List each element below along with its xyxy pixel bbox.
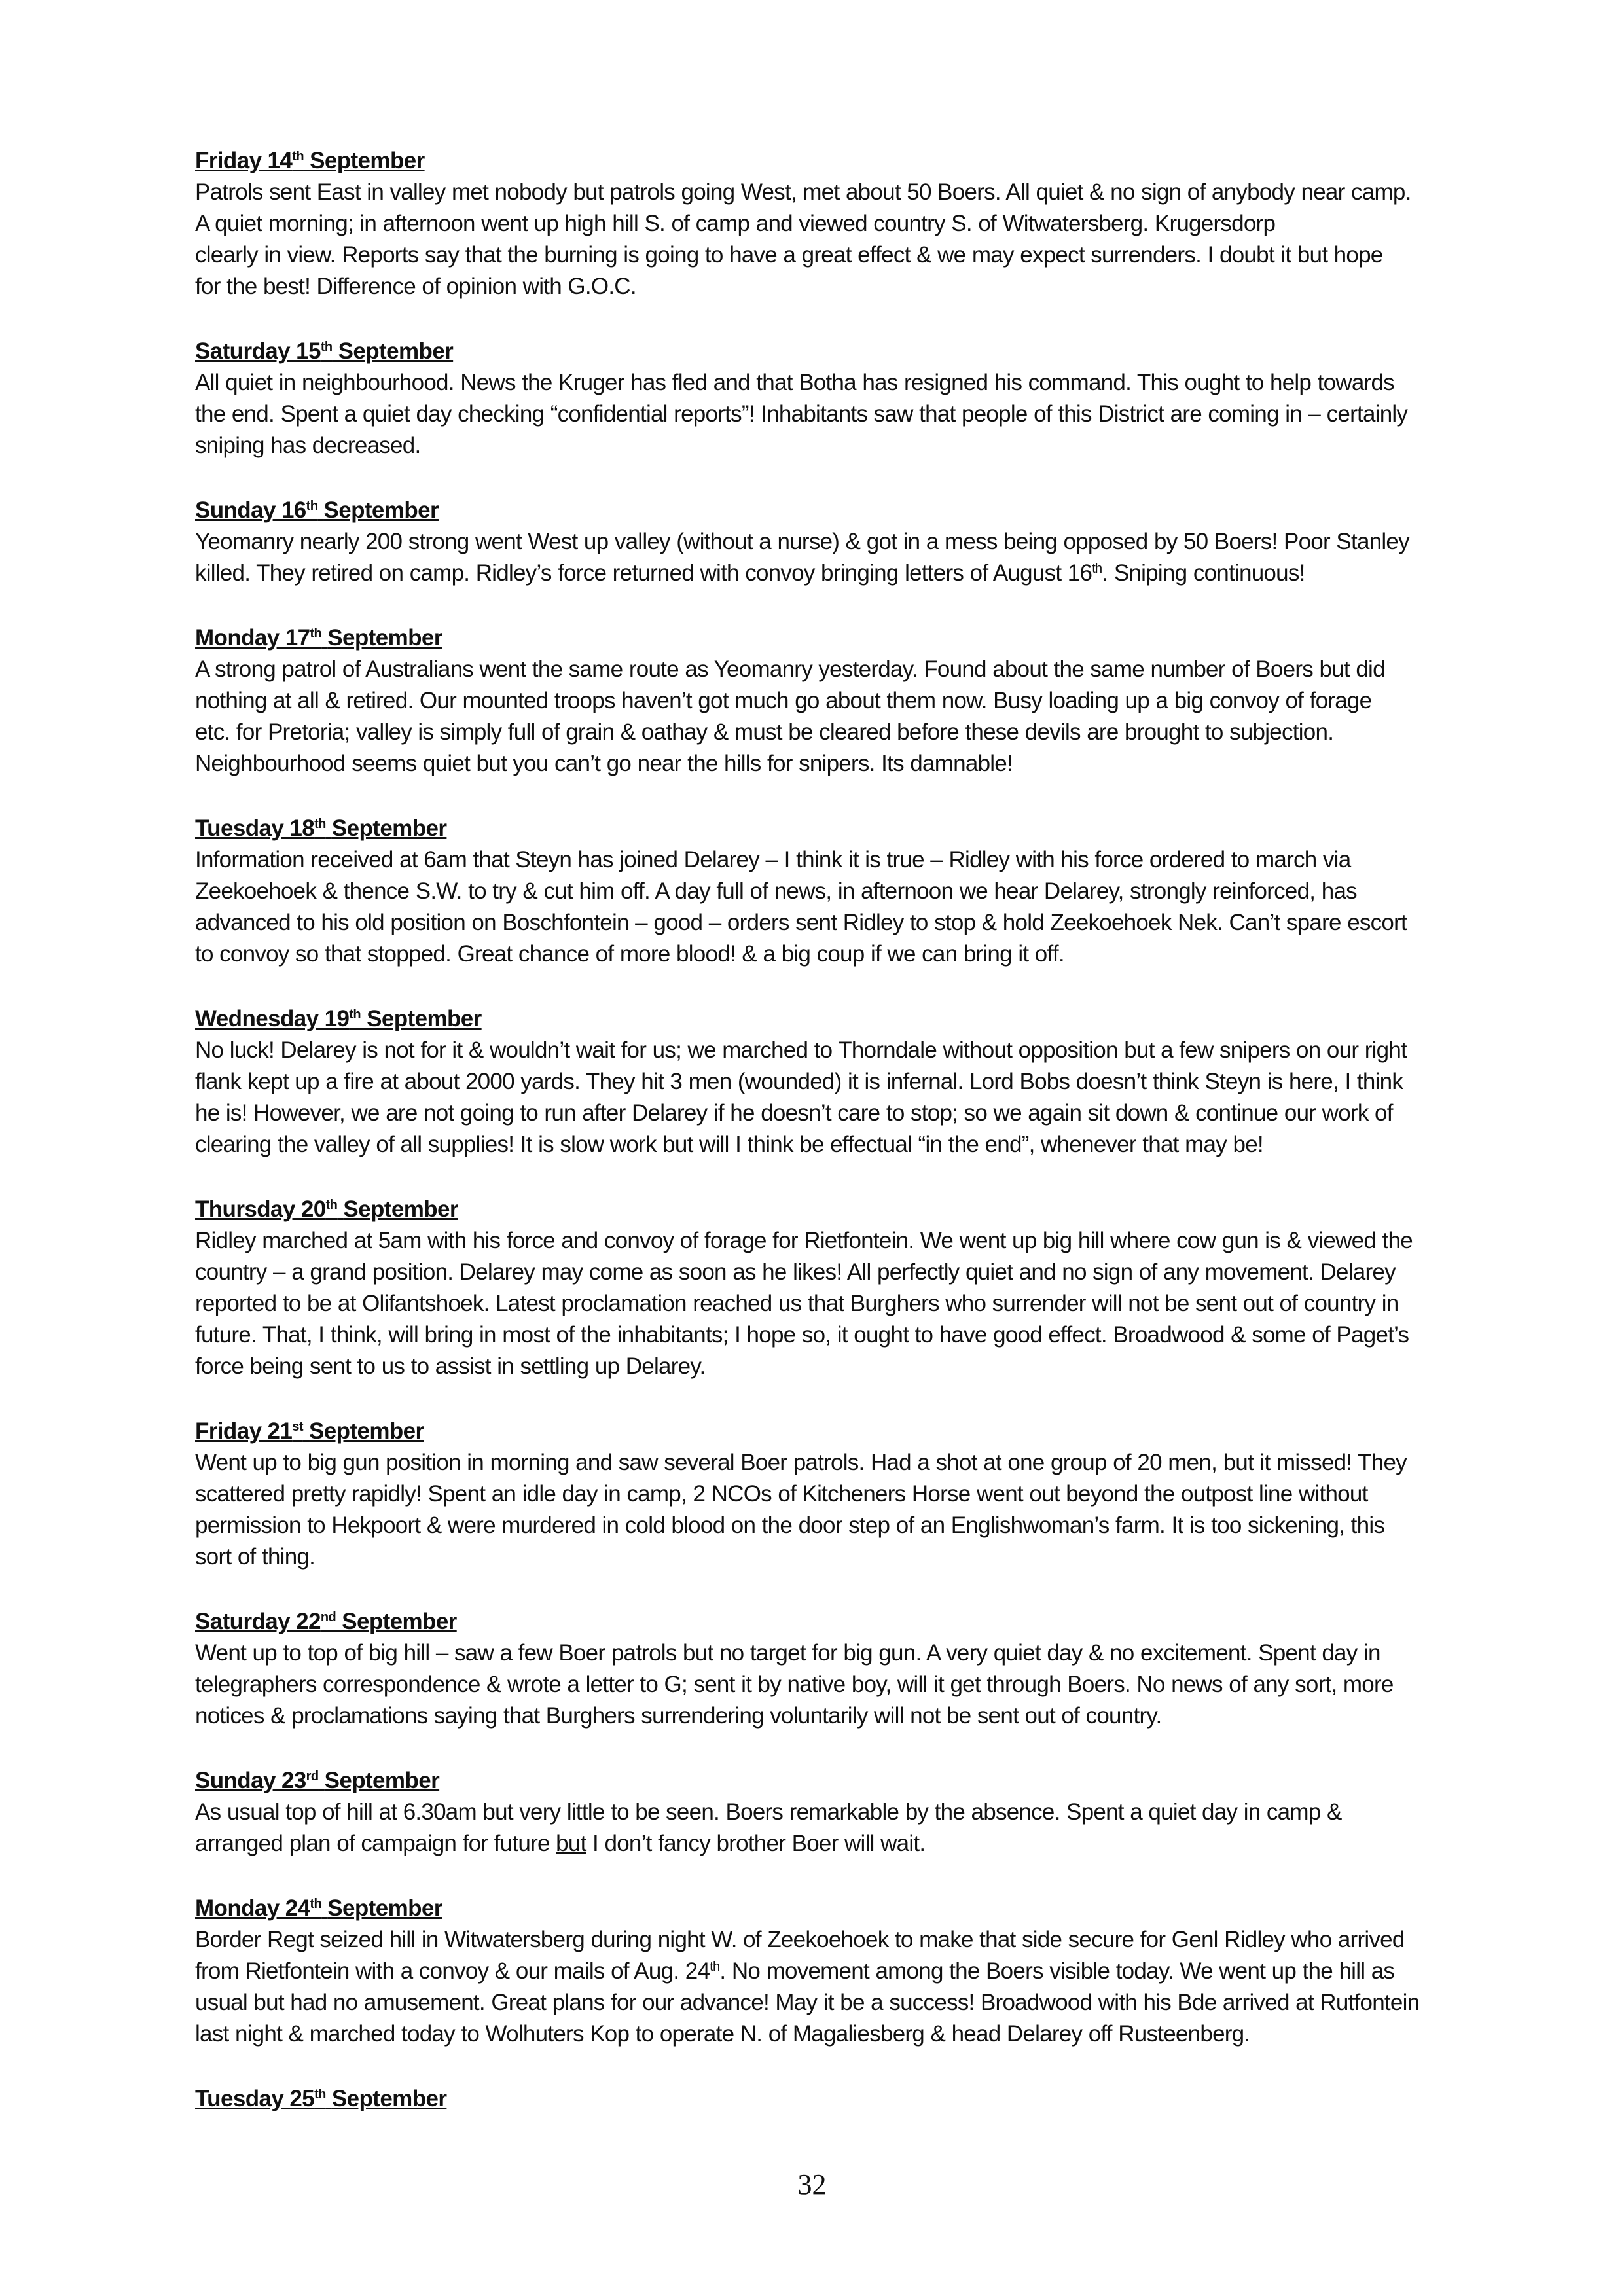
entry-heading: Monday 24th September (195, 1895, 442, 1921)
page-number: 32 (797, 2168, 827, 2200)
entry-text: No luck! Delarey is not for it & wouldn’t wait for us; we marched to Thorndale without opposition but a few snipers on our right flank kept up a fire at about 2000 yards. They hit 3 men (wounded) it is infernal. Lord Bobs doesn’t think Steyn is here, I think he is! However, we are not going to run after Delarey if he doesn’t care to stop; so we again sit down & continue our work of clearing the valley of all supplies! It is slow work but will I think be effectual “in the end”, whenever that may be! (195, 1037, 1407, 1157)
diary-page (195, 145, 1441, 2148)
entry-heading: Monday 17th September (195, 625, 442, 651)
diary-entry (195, 1194, 1441, 1382)
entry-text: Went up to big gun position in morning and saw several Boer patrols. Had a shot at one group of 20 men, but it missed! They scattered pretty rapidly! Spent an idle day in camp, 2 NCOs of Kitcheners Horse went out beyond the outpost line without permission to Hekpoort & were murdered in cold blood on the door step of an Englishwoman’s farm. It is too sickening, this sort of thing. (195, 1450, 1407, 1570)
entry-text: Went up to top of big hill – saw a few Boer patrols but no target for big gun. A very quiet day & no excitement. Spent day in telegraphers correspondence & wrote a letter to G; sent it by native boy, will it get through Boers. No news of any sort, more notices & proclamations saying that Burghers surrendering voluntarily will not be sent out of country. (195, 1640, 1394, 1729)
entry-text: Ridley marched at 5am with his force and convoy of forage for Rietfontein. We went up big hill where cow gun is & viewed the country – a grand position. Delarey may come as soon as he likes! All perfectly quiet and no sign of any movement. Delarey reported to be at Olifantshoek. Latest proclamation reached us that Burghers who surrender will not be sent out of country in future. That, I think, will bring in most of the inhabitants; I hope so, it ought to have good effect. Broadwood & some of Paget’s force being sent to us to assist in settling up Delarey. (195, 1228, 1413, 1379)
entry-heading: Tuesday 18th September (195, 816, 447, 841)
entry-text: As usual top of hill at 6.30am but very little to be seen. Boers remarkable by the absence. Spent a quiet day in camp & arranged plan of campaign for future but I don’t fancy brother Boer will wait. (195, 1799, 1342, 1856)
entry-heading: Wednesday 19th September (195, 1006, 482, 1031)
diary-entry (195, 1003, 1441, 1160)
entry-heading: Friday 14th September (195, 148, 425, 173)
entry-heading: Saturday 15th September (195, 338, 454, 364)
entry-text: Yeomanry nearly 200 strong went West up valley (without a nurse) & got in a mess being opposed by 50 Boers! Poor Stanley killed. They retired on camp. Ridley’s force returned with convoy bringing letters of August 16th. Sniping continuous! (195, 529, 1409, 586)
entry-text: Information received at 6am that Steyn has joined Delarey – I think it is true – Ridley with his force ordered to march via Zeekoehoek & thence S.W. to try & cut him off. A day full of news, in afternoon we hear Delarey, strongly reinforced, has advanced to his old position on Boschfontein – good – orders sent Ridley to stop & hold Zeekoehoek Nek. Can’t spare escort to convoy so that stopped. Great chance of more blood! & a big coup if we can bring it off. (195, 847, 1407, 967)
diary-entry (195, 145, 1441, 302)
entry-text: All quiet in neighbourhood. News the Kruger has fled and that Botha has resigned his command. This ought to help towards the end. Spent a quiet day checking “confidential reports”! Inhabitants saw that people of this District are coming in – certainly sniping has decreased. (195, 370, 1408, 458)
entry-heading: Tuesday 25th September (195, 2086, 447, 2111)
entry-heading: Sunday 16th September (195, 497, 439, 523)
entry-text: A strong patrol of Australians went the same route as Yeomanry yesterday. Found about the same number of Boers but did nothing at all & retired. Our mounted troops haven’t got much go about them now. Busy loading up a big convoy of forage etc. for Pretoria; valley is simply full of grain & oathay & must be cleared before these devils are brought to subjection. Neighbourhood seems quiet but you can’t go near the hills for snipers. Its damnable! (195, 656, 1385, 776)
diary-entry (195, 622, 1441, 780)
diary-entry (195, 495, 1441, 589)
entry-heading: Friday 21st September (195, 1418, 424, 1444)
entry-heading: Sunday 23rd September (195, 1768, 440, 1793)
diary-entry (195, 1893, 1441, 2050)
entry-heading: Thursday 20th September (195, 1196, 458, 1222)
diary-entry (195, 1765, 1441, 1859)
diary-entry (195, 1606, 1441, 1732)
diary-entry (195, 336, 1441, 461)
diary-entry (195, 813, 1441, 970)
entry-text: Patrols sent East in valley met nobody but patrols going West, met about 50 Boers. All quiet & no sign of anybody near camp. A quiet morning; in afternoon went up high hill S. of camp and viewed country S. of Witwatersberg. Krugersdorp clearly in view. Reports say that the burning is going to have a great effect & we may expect surrenders. I doubt it but hope for the best! Difference of opinion with G.O.C. (195, 179, 1411, 299)
diary-entry (195, 1416, 1441, 1573)
entry-text: Border Regt seized hill in Witwatersberg during night W. of Zeekoehoek to make that side secure for Genl Ridley who arrived from Rietfontein with a convoy & our mails of Aug. 24th. No movement among the Boers visible today. We went up the hill as usual but had no amusement. Great plans for our advance! May it be a success! Broadwood with his Bde arrived at Rutfontein last night & marched today to Wolhuters Kop to operate N. of Magaliesberg & head Delarey off Rusteenberg. (195, 1927, 1420, 2047)
entry-heading: Saturday 22nd September (195, 1609, 457, 1634)
diary-entry (195, 2083, 1441, 2115)
